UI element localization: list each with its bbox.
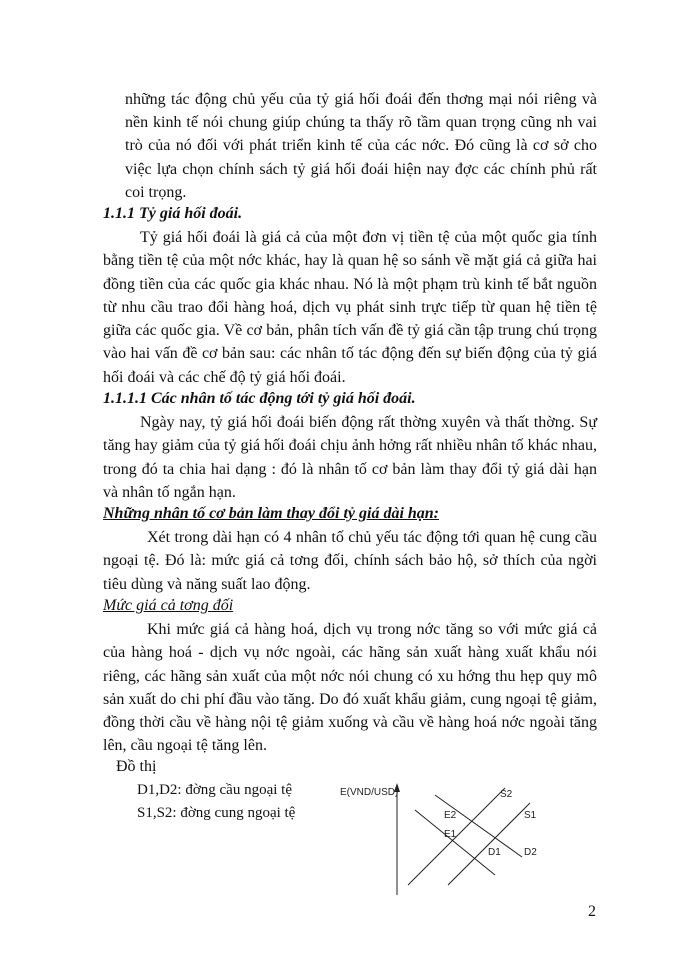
label-e1: E1 (444, 829, 457, 840)
label-d1: D1 (488, 847, 501, 858)
graph-legend-demand: D1,D2: đờng cầu ngoại tệ (137, 782, 292, 798)
graph-legend-supply: S1,S2: đờng cung ngoại tệ (137, 805, 296, 821)
long-term-factors-paragraph: Xét trong dài hạn có 4 nhân tố chủ yếu tác động tới quan hệ cung cầu ngoại tệ. Đó là: mức giá cả tơng đối, chính sách bảo hộ, sở thích của ngời tiêu dùng và năng suất lao động. (103, 529, 597, 593)
long-term-factors-heading: Những nhân tố cơ bản làm thay đổi tỷ giá dài hạn: (103, 505, 440, 522)
section-1-1-1-paragraph: Tỷ giá hối đoái là giá cả của một đơn vị tiền tệ của một quốc gia tính bằng tiền tệ của một nớc khác, hay là quan hệ so sánh về mặt giá cả giữa hai đồng tiền của các quốc gia khác nhau. Nó là một phạm trù kinh tế bắt nguồn từ nhu cầu trao đổi hàng hoá, dịch vụ phát sinh trực tiếp từ quan hệ tiền tệ giữa các quốc gia. Về cơ bản, phân tích vấn đề tỷ giá cần tập trung chú trọng vào hai vấn đề cơ bản sau: các nhân tố tác động đến sự biến động của tỷ giá hối đoái và các chế độ tỷ giá hối đoái. (103, 229, 597, 386)
section-heading-1-1-1-1: 1.1.1.1 Các nhân tố tác động tới tỷ giá hối đoái. (103, 390, 416, 407)
label-s1: S1 (524, 810, 537, 821)
intro-line-5: coi trọng. (125, 184, 187, 201)
section-heading-1-1-1: 1.1.1 Tỷ giá hối đoái. (103, 205, 243, 222)
section-1-1-1-1-paragraph: Ngày nay, tỷ giá hối đoái biến động rất thờng xuyên và thất thờng. Sự tăng hay giảm của tỷ giá hối đoái chịu ảnh hởng rất nhiều nhân tố khác nhau, trong đó ta chia hai dạng : đó là nhân tố cơ bản làm thay đổi tỷ giá dài hạn và nhân tố ngắn hạn. (103, 414, 597, 501)
intro-line-2: nền kinh tế nói chung giúp chúng ta thấy rõ tầm quan trọng cũng nh vai (125, 114, 597, 131)
intro-line-1: những tác động chủ yếu của tỷ giá hối đoái đến thơng mại nói riêng và (125, 91, 597, 108)
label-s2: S2 (500, 789, 513, 800)
demand-line-d2 (435, 795, 522, 857)
supply-line-s1 (448, 803, 530, 885)
intro-line-3: trò của nó đối với phát triển kinh tế của các nớc. Đó cũng là cơ sở cho (125, 137, 597, 154)
intro-line-4: việc lựa chọn chính sách tỷ giá hối đoái hiện nay đợc các chính phủ rất (125, 161, 597, 178)
supply-line-s2 (408, 788, 505, 885)
label-d2: D2 (524, 847, 537, 858)
graph-title: Đồ thị (116, 758, 157, 775)
label-e2: E2 (444, 810, 457, 821)
page-number: 2 (588, 903, 596, 920)
relative-price-paragraph: Khi mức giá cả hàng hoá, dịch vụ trong nớc tăng so với mức giá cả của hàng hoá - dịch vụ nớc ngoài, các hãng sản xuất hàng xuất khẩu nói riêng, các hãng sản xuất của một nớc nói chung có xu hớng thu hẹp quy mô sản xuất do chi phí đầu vào tăng. Do đó xuất khẩu giảm, cung ngoại tệ giảm, đồng thời cầu về hàng nội tệ giảm xuống và cầu về hàng hoá nớc ngoài tăng lên, cầu ngoại tệ tăng lên. (103, 621, 597, 755)
relative-price-heading: Mức giá cả tơng đối (103, 597, 234, 614)
y-axis-label: E(VND/USD) (340, 787, 399, 798)
